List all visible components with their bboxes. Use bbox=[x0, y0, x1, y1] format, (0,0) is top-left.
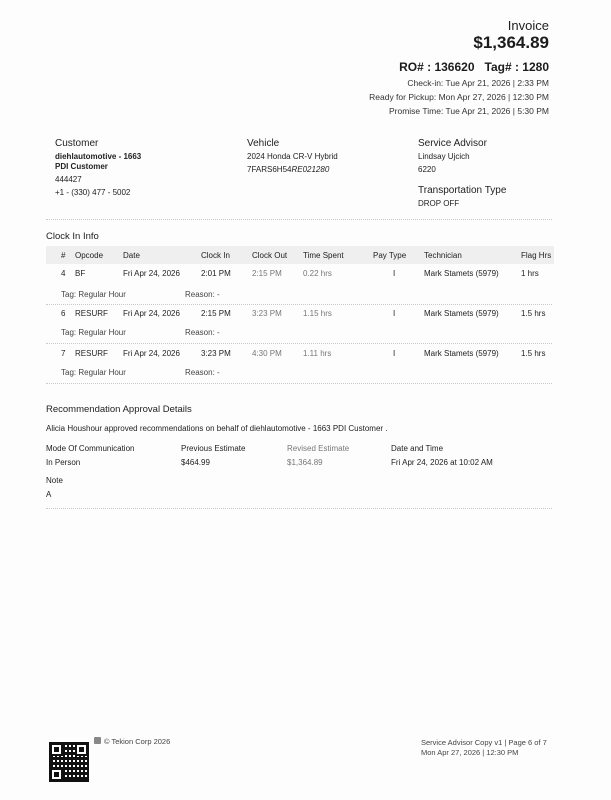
row-technician: Mark Stamets (5979) bbox=[424, 309, 499, 318]
row-time-spent: 0.22 hrs bbox=[303, 269, 332, 278]
previous-estimate-value: $464.99 bbox=[181, 458, 210, 467]
transportation-value: DROP OFF bbox=[418, 199, 460, 208]
qr-code bbox=[49, 742, 89, 782]
divider bbox=[46, 304, 552, 305]
qr-finder bbox=[75, 743, 88, 756]
row-flag-hrs: 1.5 hrs bbox=[521, 349, 546, 358]
row-pay-type: I bbox=[393, 349, 396, 358]
divider bbox=[46, 508, 552, 509]
row-tag: Tag: Regular Hour bbox=[61, 290, 126, 299]
row-tag: Tag: Regular Hour bbox=[61, 328, 126, 337]
copy-page-info: Service Advisor Copy v1 | Page 6 of 7 bbox=[421, 738, 547, 747]
revised-estimate-value: $1,364.89 bbox=[287, 458, 323, 467]
service-advisor-name: Lindsay Ujcich bbox=[418, 152, 470, 161]
recommendation-statement: Alicia Houshour approved recommendations on behalf of diehlautomotive - 1663 PDI Customer . bbox=[46, 424, 388, 433]
row-time-spent: 1.15 hrs bbox=[303, 309, 332, 318]
row-date: Fri Apr 24, 2026 bbox=[123, 309, 180, 318]
qr-finder bbox=[50, 768, 63, 781]
col-header-flag-hrs: Flag Hrs bbox=[521, 251, 552, 260]
row-clock-in: 3:23 PM bbox=[201, 349, 231, 358]
row-date: Fri Apr 24, 2026 bbox=[123, 269, 180, 278]
note-value: A bbox=[46, 490, 52, 499]
vin-prefix: 7FARS6H54 bbox=[247, 165, 292, 174]
revised-estimate-label: Revised Estimate bbox=[287, 444, 350, 453]
tag-number: Tag# : 1280 bbox=[484, 60, 549, 74]
row-flag-hrs: 1 hrs bbox=[521, 269, 539, 278]
qr-finder bbox=[50, 743, 63, 756]
tekion-logo-icon bbox=[94, 737, 101, 744]
invoice-total: $1,364.89 bbox=[473, 33, 549, 52]
vin-suffix: RE021280 bbox=[291, 165, 330, 174]
previous-estimate-label: Previous Estimate bbox=[181, 444, 246, 453]
check-in-time: Check-in: Tue Apr 21, 2026 | 2:33 PM bbox=[407, 78, 549, 88]
col-header-clock-out: Clock Out bbox=[252, 251, 288, 260]
invoice-label: Invoice bbox=[507, 18, 549, 33]
customer-name-line2: PDI Customer bbox=[55, 162, 108, 171]
customer-name: diehlautomotive - 1663 bbox=[55, 152, 142, 161]
col-header-pay-type: Pay Type bbox=[373, 251, 407, 260]
row-technician: Mark Stamets (5979) bbox=[424, 349, 499, 358]
copyright: © Tekion Corp 2026 bbox=[104, 737, 171, 746]
row-opcode: RESURF bbox=[75, 349, 108, 358]
col-header-technician: Technician bbox=[424, 251, 462, 260]
col-header-time-spent: Time Spent bbox=[303, 251, 344, 260]
divider bbox=[46, 383, 552, 384]
ro-number: RO# : 136620 bbox=[399, 60, 475, 74]
row-clock-in: 2:01 PM bbox=[201, 269, 231, 278]
vehicle-vin bbox=[247, 164, 329, 176]
printed-timestamp: Mon Apr 27, 2026 | 12:30 PM bbox=[421, 748, 519, 757]
vehicle-heading: Vehicle bbox=[247, 138, 280, 149]
row-clock-out: 4:30 PM bbox=[252, 349, 282, 358]
mode-label: Mode Of Communication bbox=[46, 444, 135, 453]
transportation-heading: Transportation Type bbox=[418, 185, 507, 196]
note-label: Note bbox=[46, 476, 63, 485]
col-header-clock-in: Clock In bbox=[201, 251, 230, 260]
clock-in-title: Clock In Info bbox=[46, 231, 99, 242]
row-reason: Reason: - bbox=[185, 290, 220, 299]
row-date: Fri Apr 24, 2026 bbox=[123, 349, 180, 358]
vehicle-model: 2024 Honda CR-V Hybrid bbox=[247, 152, 338, 161]
row-clock-out: 2:15 PM bbox=[252, 269, 282, 278]
row-reason: Reason: - bbox=[185, 368, 220, 377]
row-clock-out: 3:23 PM bbox=[252, 309, 282, 318]
row-flag-hrs: 1.5 hrs bbox=[521, 309, 546, 318]
customer-heading: Customer bbox=[55, 138, 99, 149]
row-pay-type: I bbox=[393, 309, 396, 318]
row-num: 4 bbox=[61, 269, 66, 278]
ro-tag-line bbox=[399, 60, 549, 74]
customer-id: 444427 bbox=[55, 175, 82, 184]
row-technician: Mark Stamets (5979) bbox=[424, 269, 499, 278]
service-advisor-heading: Service Advisor bbox=[418, 138, 487, 149]
divider bbox=[46, 343, 552, 344]
col-header-date: Date bbox=[123, 251, 140, 260]
date-time-label: Date and Time bbox=[391, 444, 444, 453]
col-header-opcode: Opcode bbox=[75, 251, 104, 260]
ready-for-pickup-time: Ready for Pickup: Mon Apr 27, 2026 | 12:30 PM bbox=[369, 92, 549, 102]
row-clock-in: 2:15 PM bbox=[201, 309, 231, 318]
recommendation-title: Recommendation Approval Details bbox=[46, 404, 192, 415]
mode-value: In Person bbox=[46, 458, 81, 467]
divider bbox=[46, 219, 552, 220]
col-header-num: # bbox=[61, 251, 66, 260]
promise-time: Promise Time: Tue Apr 21, 2026 | 5:30 PM bbox=[388, 106, 549, 116]
customer-phone: +1 - (330) 477 - 5002 bbox=[55, 188, 131, 197]
row-opcode: BF bbox=[75, 269, 86, 278]
row-num: 7 bbox=[61, 349, 66, 358]
row-tag: Tag: Regular Hour bbox=[61, 368, 126, 377]
row-pay-type: I bbox=[393, 269, 396, 278]
service-advisor-id: 6220 bbox=[418, 165, 436, 174]
row-time-spent: 1.11 hrs bbox=[303, 349, 332, 358]
row-num: 6 bbox=[61, 309, 66, 318]
date-time-value: Fri Apr 24, 2026 at 10:02 AM bbox=[391, 458, 493, 467]
row-opcode: RESURF bbox=[75, 309, 108, 318]
row-reason: Reason: - bbox=[185, 328, 220, 337]
